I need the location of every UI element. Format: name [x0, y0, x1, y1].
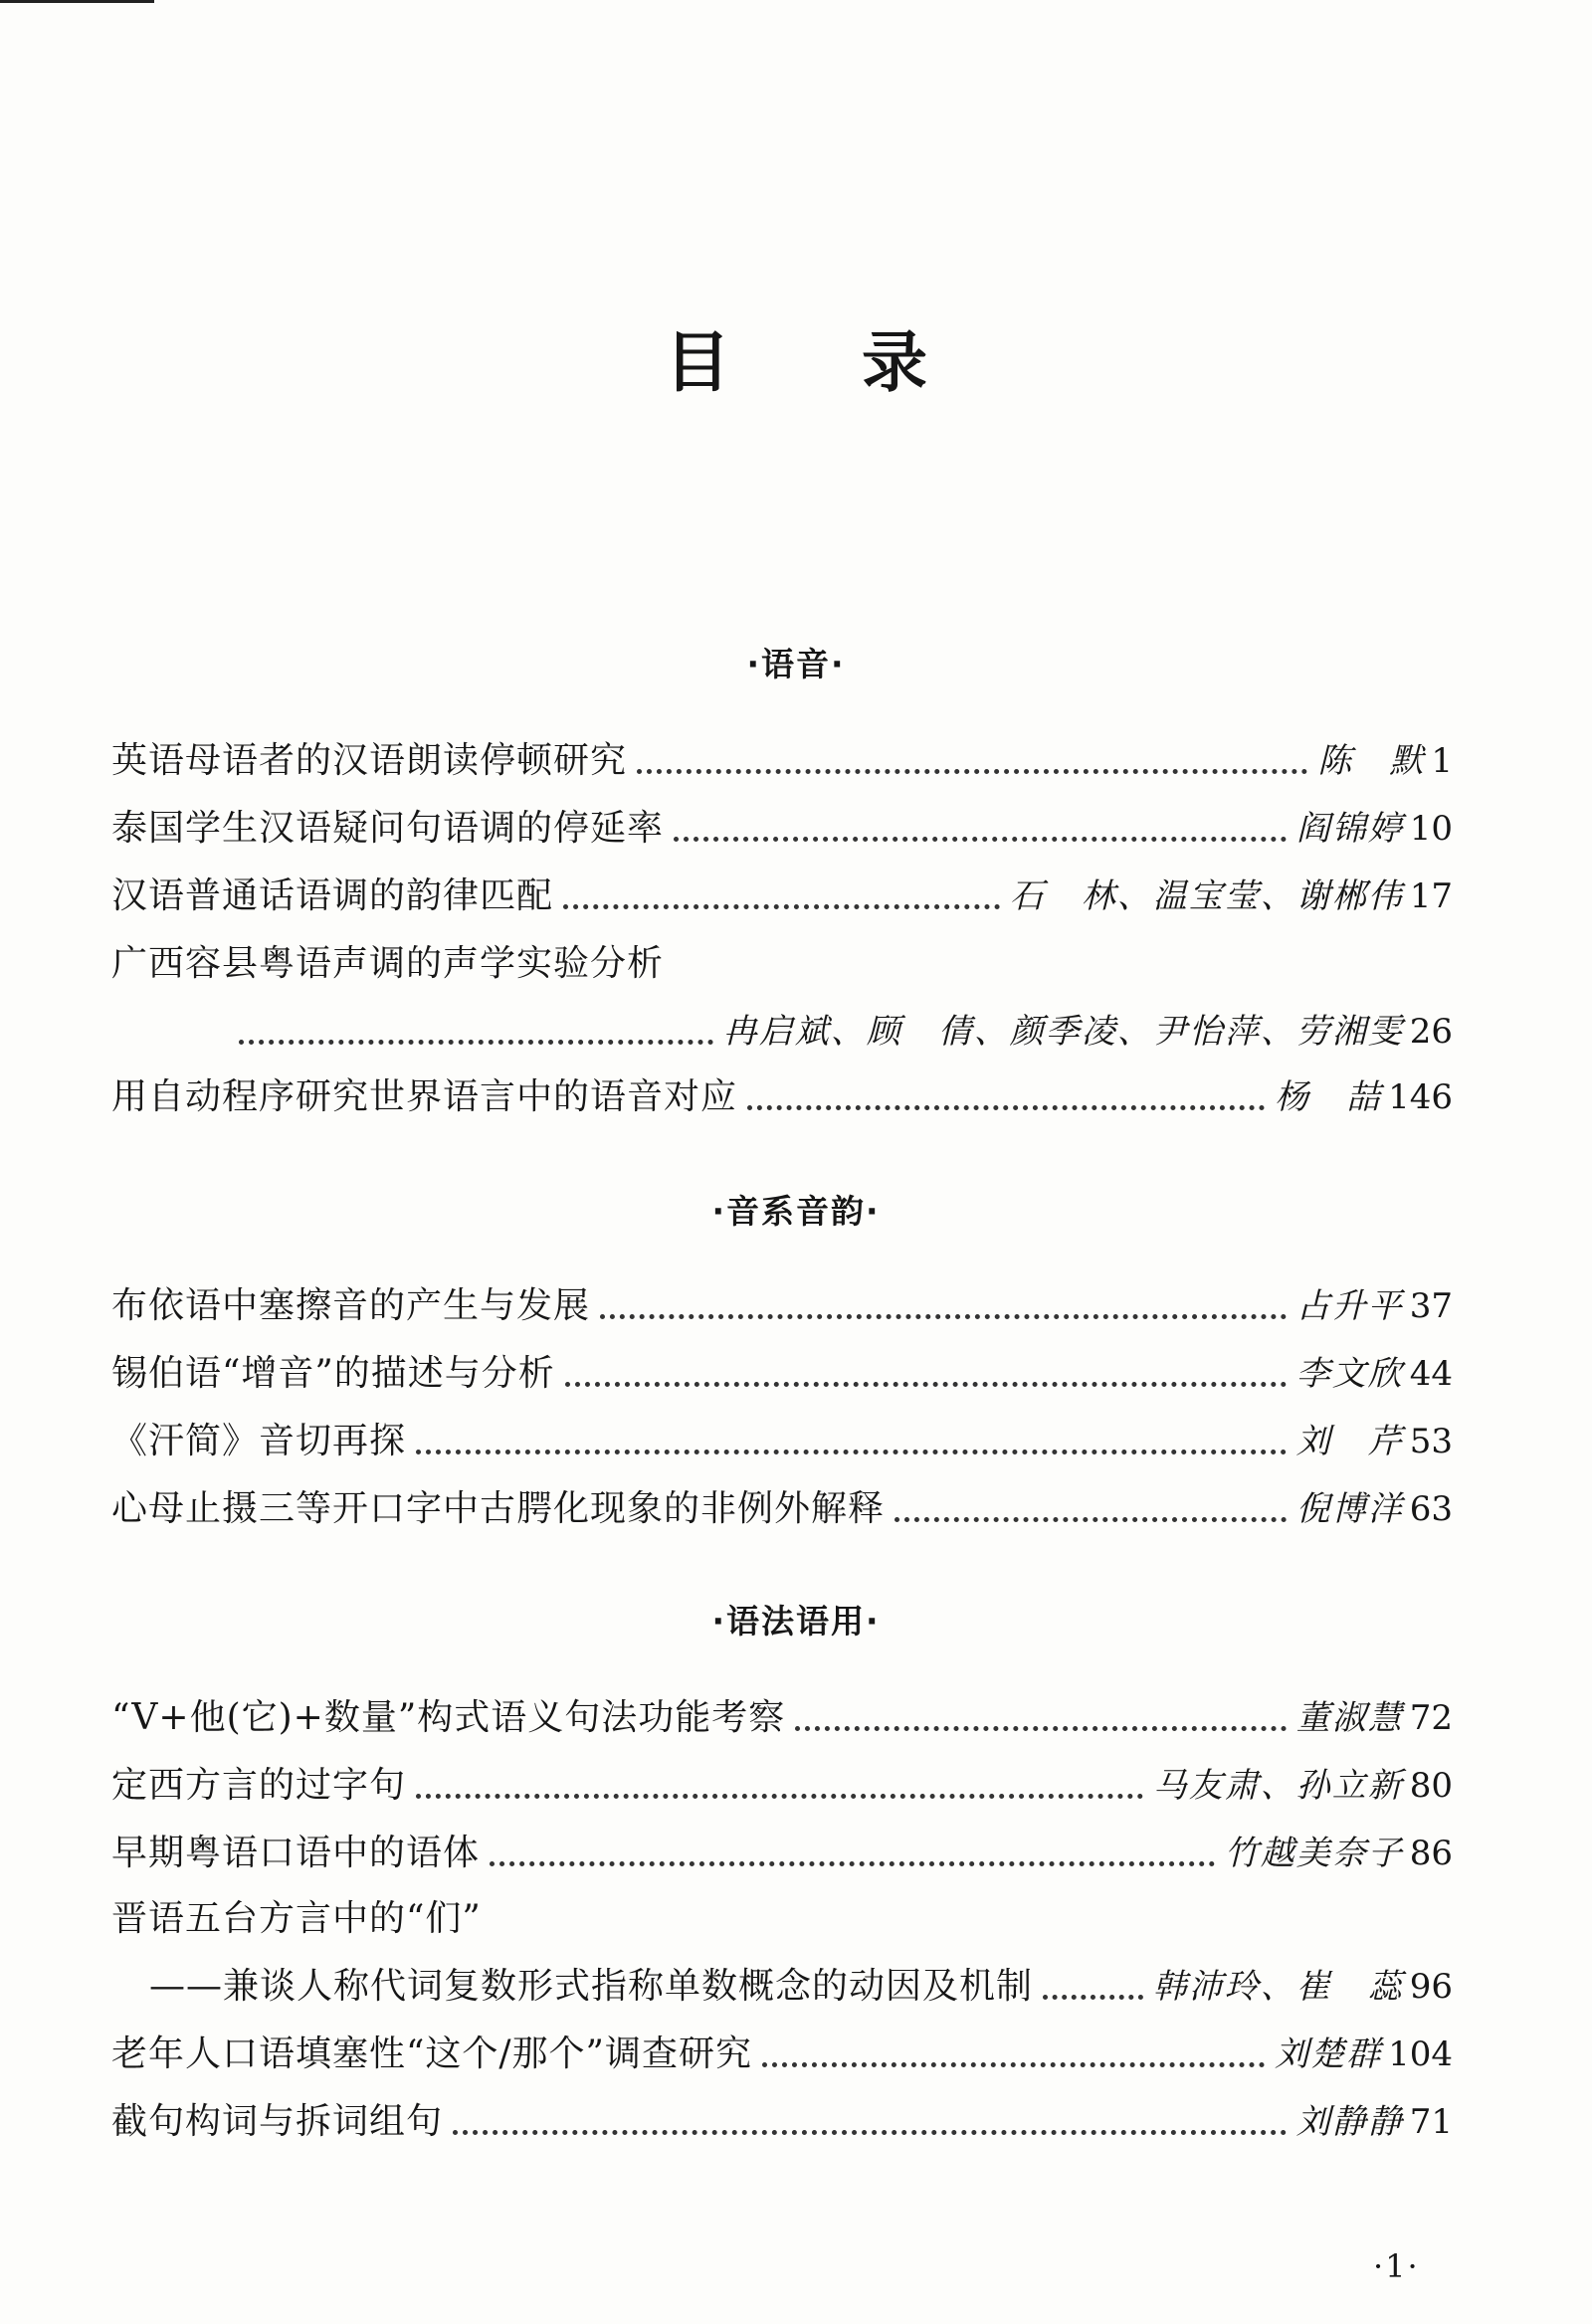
entry-title: 老年人口语填塞性“这个/那个”调查研究 — [111, 2034, 752, 2074]
entry-author: 李文欣 — [1295, 1354, 1404, 1394]
entry-title: 汉语普通话语调的韵律匹配 — [111, 875, 554, 916]
entry-page: 44 — [1409, 1354, 1453, 1394]
entry-author: 占升平 — [1295, 1286, 1404, 1326]
entry-page: 37 — [1409, 1286, 1453, 1326]
entry-page: 80 — [1409, 1766, 1453, 1806]
toc-entry-continuation[interactable] — [149, 1956, 1453, 2010]
dot-leader — [600, 1274, 1287, 1319]
entry-title: 英语母语者的汉语朗读停顿研究 — [111, 740, 628, 781]
section-heading-phonetics: ·语音· — [746, 645, 846, 683]
entry-author: 阎锦婷 — [1295, 809, 1404, 849]
toc-entry[interactable] — [111, 1687, 1453, 1741]
entry-page: 96 — [1409, 1967, 1453, 2007]
entry-title[interactable]: 广西容县粤语声调的声学实验分析 — [111, 943, 665, 984]
toc-entry[interactable] — [111, 798, 1453, 852]
toc-entry-continuation[interactable] — [239, 1001, 1453, 1055]
dot-leader — [795, 1686, 1287, 1731]
toc-entry[interactable] — [111, 1066, 1453, 1120]
entry-author: 刘楚群 — [1275, 2034, 1383, 2074]
dot-leader — [490, 1822, 1215, 1866]
entry-page: 63 — [1409, 1489, 1453, 1529]
entry-author: 冉启斌、顾 倩、颜季凌、尹怡萍、劳湘雯 — [722, 1012, 1404, 1052]
dot-leader — [674, 797, 1287, 842]
dot-leader — [563, 865, 1000, 909]
scan-edge-mark — [0, 0, 154, 3]
toc-entry[interactable] — [111, 1478, 1453, 1532]
toc-entry[interactable] — [111, 1411, 1453, 1464]
toc-entry[interactable] — [111, 1275, 1453, 1329]
toc-entry[interactable] — [111, 866, 1453, 919]
dot-leader — [565, 1342, 1287, 1387]
entry-title: 用自动程序研究世界语言中的语音对应 — [111, 1076, 738, 1117]
entry-title: 心母止摄三等开口字中古腭化现象的非例外解释 — [111, 1488, 886, 1529]
dot-leader — [416, 1754, 1143, 1799]
entry-title[interactable]: 晋语五台方言中的“们” — [111, 1898, 482, 1939]
entry-page: 17 — [1409, 876, 1453, 916]
toc-entry[interactable] — [111, 2024, 1453, 2077]
entry-author: 董淑慧 — [1295, 1698, 1404, 1738]
entry-page: 1 — [1431, 741, 1453, 781]
section-heading-grammar: ·语法语用· — [711, 1602, 881, 1641]
page-number: ·1· — [1373, 2247, 1420, 2285]
entry-title: 布依语中塞擦音的产生与发展 — [111, 1285, 591, 1326]
toc-entry[interactable] — [111, 2091, 1453, 2145]
entry-author: 竹越美奈子 — [1224, 1834, 1404, 1873]
dot-leader — [453, 2090, 1287, 2135]
entry-author: 刘 芹 — [1295, 1422, 1404, 1461]
entry-author: 刘静静 — [1295, 2102, 1404, 2142]
entry-author: 马友肃、孙立新 — [1152, 1766, 1404, 1806]
toc-entry[interactable] — [111, 1823, 1453, 1876]
entry-page: 53 — [1409, 1422, 1453, 1461]
dot-leader — [637, 729, 1307, 774]
entry-page: 86 — [1409, 1834, 1453, 1873]
entry-author: 杨 喆 — [1275, 1077, 1383, 1117]
entry-title: 截句构词与拆词组句 — [111, 2101, 444, 2142]
section-heading-phonology: ·音系音韵· — [711, 1192, 881, 1231]
entry-page: 104 — [1388, 2034, 1453, 2074]
entry-page: 71 — [1409, 2102, 1453, 2142]
entry-page: 26 — [1409, 1012, 1453, 1052]
entry-title: 定西方言的过字句 — [111, 1765, 407, 1806]
entry-page: 10 — [1409, 809, 1453, 849]
entry-title: 泰国学生汉语疑问句语调的停延率 — [111, 808, 665, 849]
entry-subtitle: ——兼谈人称代词复数形式指称单数概念的动因及机制 — [149, 1966, 1034, 2007]
dot-leader — [895, 1477, 1287, 1522]
entry-title: 早期粤语口语中的语体 — [111, 1833, 481, 1873]
dot-leader — [1043, 1955, 1143, 2000]
entry-title: 锡伯语“增音”的描述与分析 — [111, 1353, 555, 1394]
entry-title: 《汗简》音切再探 — [111, 1421, 407, 1461]
page-title: 目录 — [665, 324, 1059, 401]
entry-author: 韩沛玲、崔 蕊 — [1152, 1967, 1404, 2007]
dot-leader — [747, 1065, 1265, 1110]
dot-leader — [239, 1000, 713, 1045]
dot-leader — [762, 2023, 1265, 2067]
entry-author: 陈 默 — [1317, 741, 1426, 781]
entry-page: 72 — [1409, 1698, 1453, 1738]
entry-page: 146 — [1388, 1077, 1453, 1117]
entry-title: “V+他(它)+数量”构式语义句法功能考察 — [111, 1697, 786, 1738]
toc-entry[interactable] — [111, 730, 1453, 784]
entry-author: 倪博洋 — [1295, 1489, 1404, 1529]
toc-entry[interactable] — [111, 1343, 1453, 1397]
dot-leader — [416, 1410, 1287, 1454]
toc-entry[interactable] — [111, 1755, 1453, 1809]
entry-author: 石 林、温宝莹、谢郴伟 — [1009, 876, 1404, 916]
